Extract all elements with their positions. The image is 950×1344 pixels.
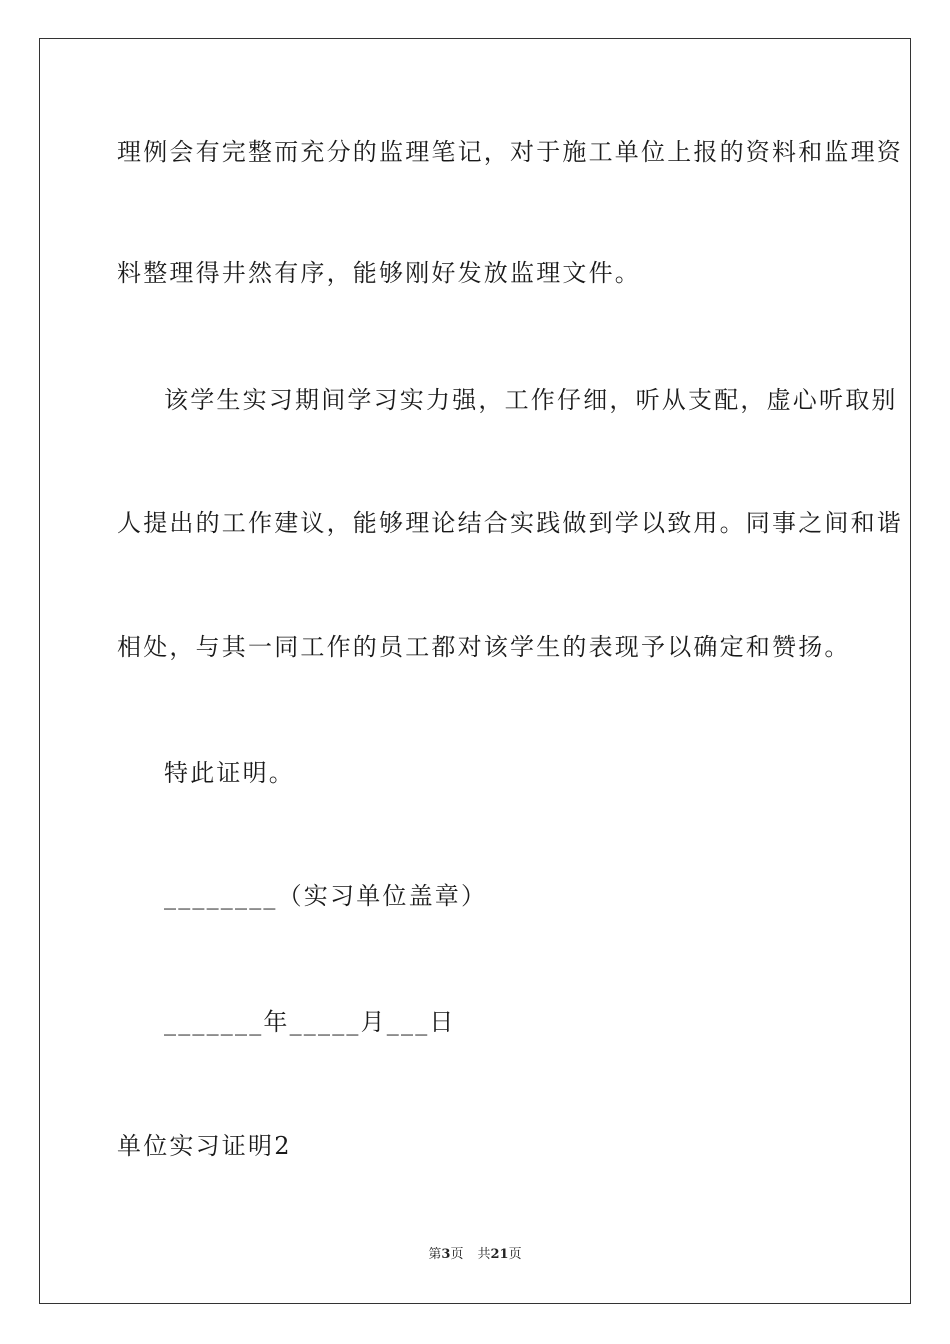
footer-total-pages: 21 — [490, 1247, 509, 1262]
company-seal-line: ________（实习单位盖章） — [164, 882, 488, 910]
paragraph-line-3: 该学生实习期间学习实力强，工作仔细，听从支配，虚心听取别 — [164, 386, 898, 414]
footer-page-prefix: 第 — [428, 1247, 442, 1262]
footer-total-suffix: 页 — [508, 1247, 522, 1262]
date-line: _______年_____月___日 — [164, 1008, 456, 1036]
page-frame — [39, 38, 911, 1304]
footer-page-suffix: 页 — [450, 1247, 464, 1262]
footer-total-prefix: 共 — [477, 1247, 491, 1262]
paragraph-line-1: 理例会有完整而充分的监理笔记，对于施工单位上报的资料和监理资 — [117, 138, 903, 166]
footer-page-number: 3 — [441, 1247, 451, 1262]
paragraph-line-2: 料整理得井然有序，能够刚好发放监理文件。 — [117, 259, 641, 287]
paragraph-line-4: 人提出的工作建议，能够理论结合实践做到学以致用。同事之间和谐 — [117, 509, 903, 537]
paragraph-line-5: 相处，与其一同工作的员工都对该学生的表现予以确定和赞扬。 — [117, 633, 851, 661]
section-heading: 单位实习证明2 — [117, 1132, 292, 1160]
page-footer — [0, 1246, 950, 1264]
certification-statement: 特此证明。 — [164, 759, 295, 787]
